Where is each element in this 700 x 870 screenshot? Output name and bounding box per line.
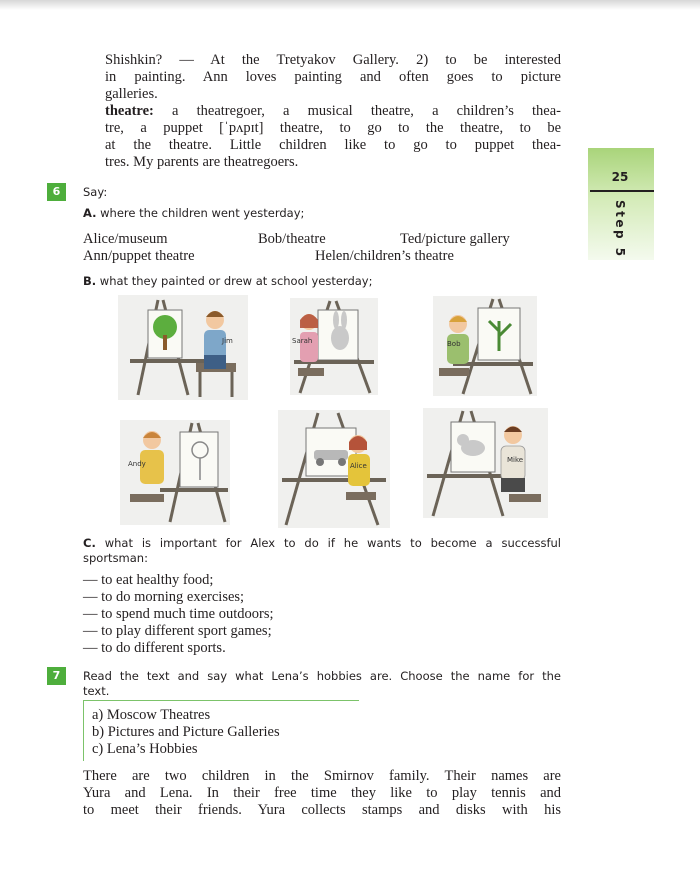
intro-paragraph	[105, 52, 561, 171]
task-c-line	[83, 536, 561, 551]
list-item: — to spend much time outdoors;	[83, 606, 274, 622]
task-c	[83, 536, 561, 566]
picture-name: Sarah	[292, 337, 313, 345]
intro-line: Shishkin? — At the Tretyakov Gallery. 2) to be interested	[105, 52, 561, 68]
ex7-instruction-line: text.	[83, 684, 110, 698]
picture-name: Mike	[507, 456, 524, 464]
task-a-letter: A.	[83, 206, 97, 220]
list-item: — to do morning exercises;	[83, 589, 245, 605]
option-item: a) Moscow Theatres	[92, 707, 211, 723]
pair-ted: Ted/picture gallery	[400, 231, 510, 247]
task-a-text: where the children went yesterday;	[96, 206, 305, 220]
task-b-text: what they painted or drew at school yesterday;	[96, 274, 373, 288]
list-item: — to do different sports.	[83, 640, 226, 656]
picture-sarah	[290, 298, 378, 395]
list-item: — to play different sport games;	[83, 623, 272, 639]
picture-name: Andy	[128, 460, 146, 468]
theatre-line: tres. My parents are theatregoers.	[105, 154, 299, 170]
ex7-instruction	[83, 669, 561, 699]
reading-text	[83, 768, 561, 819]
picture-name: Alice	[350, 462, 367, 470]
pair-helen: Helen/children’s theatre	[315, 248, 454, 264]
top-shadow-bar	[0, 0, 700, 10]
task-b	[83, 274, 372, 289]
exercise-7-number: 7	[47, 667, 66, 685]
task-c-letter: C.	[83, 536, 96, 550]
picture-name: Jim	[222, 337, 233, 345]
option-item: c) Lena’s Hobbies	[92, 741, 198, 757]
option-item: b) Pictures and Picture Galleries	[92, 724, 280, 740]
pair-alice: Alice/museum	[83, 231, 168, 247]
tab-divider	[590, 190, 654, 192]
theatre-line-rest: a theatregoer, a musical theatre, a children’s thea-	[153, 103, 561, 119]
reading-line: Yura and Lena. In their free time they like to play tennis and	[83, 785, 561, 801]
pair-bob: Bob/theatre	[258, 231, 326, 247]
picture-mike	[423, 408, 548, 518]
intro-line: in painting. Ann loves painting and often goes to picture	[105, 69, 561, 85]
pair-ann: Ann/puppet theatre	[83, 248, 195, 264]
picture-andy	[120, 420, 230, 525]
picture-bob	[433, 296, 537, 396]
reading-line: to meet their friends. Yura collects stamps and disks with his	[83, 802, 561, 818]
task-c-text: what is important for Alex to do if he wants to become a successful	[95, 536, 561, 550]
ex7-instruction-line: Read the text and say what Lena’s hobbies are. Choose the name for the	[83, 669, 561, 683]
task-a	[83, 206, 304, 221]
exercise-6-number: 6	[47, 183, 66, 201]
step-label: Step 5	[613, 200, 627, 259]
task-b-letter: B.	[83, 274, 97, 288]
list-item: — to eat healthy food;	[83, 572, 214, 588]
say-label: Say:	[83, 185, 108, 199]
picture-jim	[118, 295, 248, 400]
intro-line: galleries.	[105, 86, 158, 102]
picture-alice	[278, 410, 390, 528]
options-list	[92, 707, 280, 758]
picture-name: Bob	[447, 340, 461, 348]
task-c-text: sportsman:	[83, 551, 148, 565]
theatre-line: tre, a puppet [ˈpʌpɪt] theatre, to go to the theatre, to be	[105, 120, 561, 136]
c-item-list	[83, 572, 274, 657]
reading-line: There are two children in the Smirnov family. Their names are	[83, 768, 561, 784]
page-number: 25	[611, 170, 629, 184]
theatre-line	[105, 103, 561, 120]
theatre-line: at the theatre. Little children like to go to puppet thea-	[105, 137, 561, 153]
theatre-headword: theatre:	[105, 103, 154, 119]
